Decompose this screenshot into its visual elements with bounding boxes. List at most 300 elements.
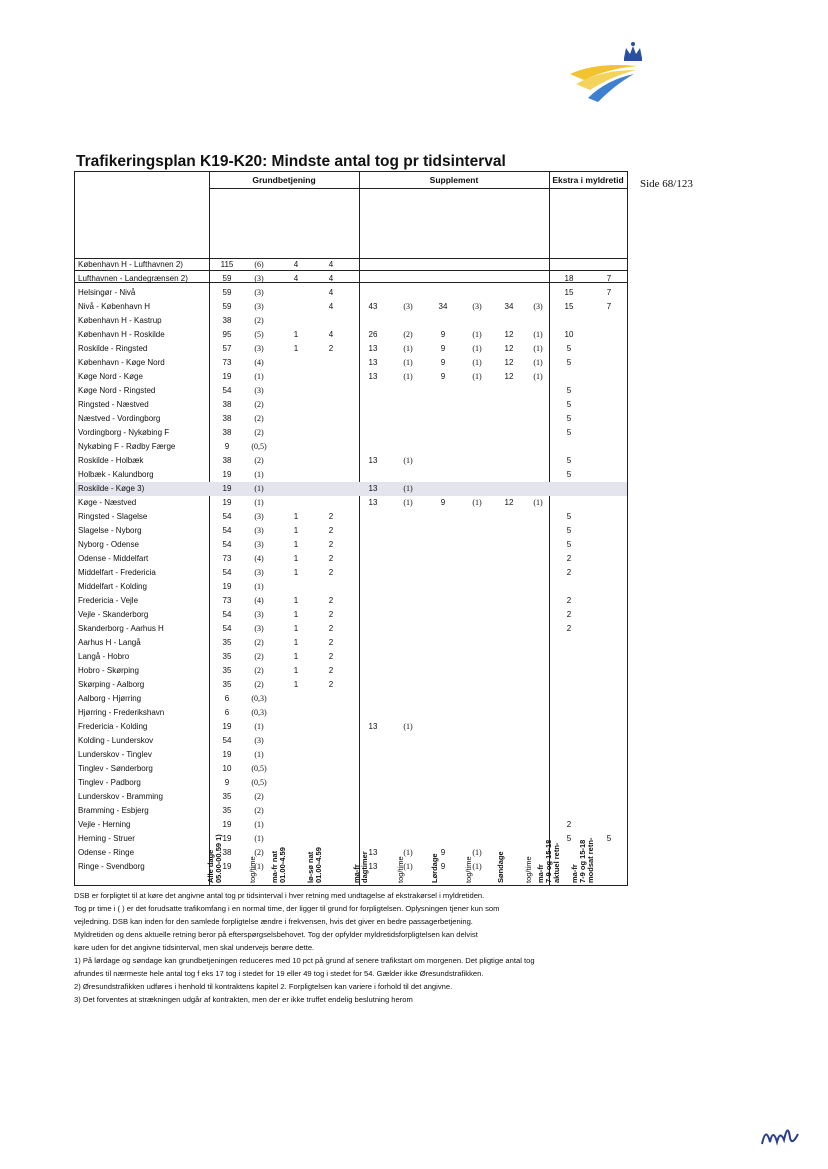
table-row	[75, 580, 627, 594]
table-row	[75, 468, 627, 482]
table-cell: 2	[328, 344, 334, 353]
table-cell: 7	[606, 274, 612, 283]
table-cell: 2	[328, 652, 334, 661]
table-row	[75, 748, 627, 762]
footnote-line: køre uden for det angivne tidsinterval, men skal underv​ejs berøre dette.	[74, 943, 315, 952]
table-cell: (1)	[472, 498, 482, 507]
table-cell: 4	[293, 260, 299, 269]
table-cell: 5	[566, 344, 572, 353]
table-cell: 2	[328, 554, 334, 563]
table-cell: 115	[220, 260, 234, 269]
table-cell: 54	[222, 624, 232, 633]
table-cell: 38	[222, 316, 232, 325]
table-row	[75, 342, 627, 356]
table-cell: 5	[566, 470, 572, 479]
table-row	[75, 860, 627, 874]
table-cell: (1)	[403, 456, 413, 465]
table-row	[75, 314, 627, 328]
table-cell: (3)	[254, 610, 264, 619]
table-cell: 1	[293, 624, 299, 633]
table-cell: 35	[222, 792, 232, 801]
table-cell: (4)	[254, 554, 264, 563]
table-cell: (3)	[254, 302, 264, 311]
table-row	[75, 524, 627, 538]
table-cell: 1	[293, 540, 299, 549]
table-cell: (1)	[254, 484, 264, 493]
table-row	[75, 328, 627, 342]
table-cell: 19	[222, 722, 232, 731]
table-cell: 5	[566, 386, 572, 395]
table-cell: (3)	[533, 302, 543, 311]
table-cell: (2)	[254, 414, 264, 423]
table-cell: 54	[222, 568, 232, 577]
row-section-name: København H - Lufthavnen 2)	[78, 260, 183, 269]
table-cell: 4	[328, 274, 334, 283]
table-cell: (1)	[254, 722, 264, 731]
table-cell: (2)	[254, 652, 264, 661]
table-cell: 2	[566, 568, 572, 577]
table-cell: 7	[606, 288, 612, 297]
table-cell: 26	[368, 330, 378, 339]
table-row	[75, 706, 627, 720]
table-cell: (1)	[403, 722, 413, 731]
table-cell: 13	[368, 372, 378, 381]
table-cell: (4)	[254, 358, 264, 367]
table-cell: 19	[222, 498, 232, 507]
table-cell: 19	[222, 862, 232, 871]
col-header-ma-fr-nat: ma-fr nat 01.00-4.59	[270, 847, 287, 883]
row-section-name: Skanderborg - Aarhus H	[78, 624, 164, 633]
col-header-tog-time: tog/time	[524, 856, 533, 883]
table-row	[75, 804, 627, 818]
table-cell: (1)	[472, 358, 482, 367]
row-section-name: Vejle - Skanderborg	[78, 610, 149, 619]
table-cell: (5)	[254, 330, 264, 339]
table-row	[75, 286, 627, 300]
table-cell: 54	[222, 610, 232, 619]
table-row	[75, 818, 627, 832]
table-row	[75, 398, 627, 412]
table-cell: 5	[606, 834, 612, 843]
table-cell: 5	[566, 428, 572, 437]
table-cell: 2	[566, 554, 572, 563]
table-cell: 9	[440, 862, 446, 871]
table-cell: (3)	[254, 540, 264, 549]
table-row	[75, 300, 627, 314]
footnotes	[74, 889, 634, 1006]
table-cell: 4	[293, 274, 299, 283]
table-row	[75, 412, 627, 426]
table-cell: (1)	[533, 358, 543, 367]
table-cell: 2	[328, 610, 334, 619]
table-cell: 35	[222, 806, 232, 815]
table-cell: 19	[222, 484, 232, 493]
table-cell: 35	[222, 680, 232, 689]
row-section-name: Køge - Næstved	[78, 498, 137, 507]
table-cell: 2	[328, 512, 334, 521]
table-cell: (1)	[533, 498, 543, 507]
table-cell: 38	[222, 400, 232, 409]
col-header-tog-time: tog/time	[248, 856, 257, 883]
table-cell: (1)	[403, 344, 413, 353]
table-cell: 13	[368, 848, 378, 857]
table-cell: 4	[328, 330, 334, 339]
table-cell: (3)	[472, 302, 482, 311]
table-cell: (1)	[403, 498, 413, 507]
row-section-name: København H - Roskilde	[78, 330, 165, 339]
row-section-name: Herning - Struer	[78, 834, 135, 843]
row-section-name: Vordingborg - Nykøbing F	[78, 428, 170, 437]
table-cell: (1)	[254, 750, 264, 759]
table-cell: 1	[293, 344, 299, 353]
table-cell: 12	[504, 344, 514, 353]
row-section-name: Næstved - Vordingborg	[78, 414, 161, 423]
row-section-name: Ringsted - Slagelse	[78, 512, 148, 521]
table-cell: (3)	[254, 274, 264, 283]
footnote-line: 2) Øresundstrafikken udføres i henhold til kontraktens kapitel 2. Forpligtelsen kan variere i forhold til det angivne.	[74, 982, 453, 991]
table-cell: (3)	[403, 302, 413, 311]
table-cell: 34	[504, 302, 514, 311]
page-number: Side 68/123	[640, 178, 693, 190]
table-cell: 5	[566, 834, 572, 843]
table-cell: 35	[222, 652, 232, 661]
table-cell: 15	[564, 288, 574, 297]
table-row	[75, 790, 627, 804]
table-cell: 59	[222, 274, 232, 283]
table-cell: 38	[222, 428, 232, 437]
table-cell: (1)	[403, 372, 413, 381]
table-row	[75, 566, 627, 580]
table-row	[75, 622, 627, 636]
table-row	[75, 762, 627, 776]
row-section-name: Skørping - Aalborg	[78, 680, 145, 689]
table-row	[75, 272, 627, 286]
table-cell: 54	[222, 512, 232, 521]
table-cell: 19	[222, 834, 232, 843]
table-cell: 5	[566, 456, 572, 465]
table-cell: 13	[368, 344, 378, 353]
table-cell: 35	[222, 638, 232, 647]
page-title: Trafikeringsplan K19-K20: Mindste antal tog pr tidsinterval	[76, 153, 506, 170]
col-header-ma-fr-dagtimer: ma-fr dagtimer	[352, 851, 369, 883]
row-section-name: Vejle - Herning	[78, 820, 131, 829]
table-row	[75, 454, 627, 468]
col-header-aktuel-retning: ma-fr 7-9 og 15-18 aktuel retn-	[536, 839, 561, 883]
table-cell: 54	[222, 540, 232, 549]
table-cell: 2	[566, 624, 572, 633]
table-cell: 10	[564, 330, 574, 339]
row-section-name: Roskilde - Ringsted	[78, 344, 148, 353]
row-section-name: Tinglev - Padborg	[78, 778, 141, 787]
table-cell: 95	[222, 330, 232, 339]
table-cell: 19	[222, 372, 232, 381]
table-cell: (1)	[254, 582, 264, 591]
table-cell: 13	[368, 484, 378, 493]
table-cell: 12	[504, 498, 514, 507]
table-row	[75, 734, 627, 748]
table-cell: (1)	[254, 862, 264, 871]
table-cell: 1	[293, 596, 299, 605]
table-cell: (1)	[472, 848, 482, 857]
table-cell: (1)	[403, 358, 413, 367]
table-cell: 2	[566, 820, 572, 829]
col-header-lordage: Lørdage	[430, 853, 439, 883]
row-section-name: Køge Nord - Køge	[78, 372, 143, 381]
table-cell: (0,3)	[251, 694, 267, 703]
table-cell: 4	[328, 288, 334, 297]
table-cell: (1)	[403, 848, 413, 857]
col-header-alle-dage: Alle dage 05.00-00.59 1)	[206, 834, 223, 883]
table-cell: 57	[222, 344, 232, 353]
table-cell: 15	[564, 302, 574, 311]
table-cell: 19	[222, 470, 232, 479]
row-section-name: Bramming - Esbjerg	[78, 806, 149, 815]
table-cell: (2)	[254, 806, 264, 815]
table-row	[75, 370, 627, 384]
row-section-name: Middelfart - Fredericia	[78, 568, 156, 577]
crown-icon	[624, 42, 642, 61]
table-cell: 10	[222, 764, 232, 773]
table-cell: 2	[328, 624, 334, 633]
col-header-lo-so-nat: lø-sø nat 01.00-4.59	[306, 847, 323, 883]
table-cell: (1)	[254, 820, 264, 829]
row-section-name: Kolding - Lunderskov	[78, 736, 154, 745]
table-cell: 13	[368, 498, 378, 507]
row-section-name: København H - Kastrup	[78, 316, 162, 325]
signature-initials	[760, 1118, 804, 1154]
table-cell: 4	[328, 260, 334, 269]
table-cell: (1)	[472, 372, 482, 381]
table-row	[75, 720, 627, 734]
footnote-line: Tog pr time i ( ) er det forudsatte trafikomfang i en normal time, der ligger til grund for forpligtelsen. Oplysningen tjener kun som	[74, 904, 500, 913]
table-cell: (1)	[254, 498, 264, 507]
row-section-name: Roskilde - Holbæk	[78, 456, 144, 465]
table-cell: 9	[440, 498, 446, 507]
trafikeringsplan-table	[74, 171, 628, 886]
table-row	[75, 440, 627, 454]
table-cell: 1	[293, 512, 299, 521]
row-section-name: Odense - Ringe	[78, 848, 135, 857]
table-cell: (2)	[254, 848, 264, 857]
table-cell: (0,5)	[251, 778, 267, 787]
footnote-line: afrundes til nærmeste hele antal tog f eks 17 tog i stedet for 19 eller 49 tog i stedet for 54. Gælder ikke Øresundstrafikken.	[74, 969, 484, 978]
table-cell: 1	[293, 330, 299, 339]
table-cell: (2)	[254, 792, 264, 801]
table-row	[75, 496, 627, 510]
table-cell: 2	[566, 610, 572, 619]
table-cell: 9	[440, 372, 446, 381]
table-cell: (1)	[254, 470, 264, 479]
row-section-name: Langå - Hobro	[78, 652, 130, 661]
row-section-name: Slagelse - Nyborg	[78, 526, 142, 535]
table-cell: (1)	[254, 834, 264, 843]
group-header-supplement: Supplement	[429, 175, 479, 185]
table-cell: 1	[293, 680, 299, 689]
table-row	[75, 594, 627, 608]
table-cell: (2)	[254, 456, 264, 465]
table-cell: (1)	[472, 344, 482, 353]
table-row	[75, 384, 627, 398]
table-row	[75, 776, 627, 790]
table-cell: 73	[222, 554, 232, 563]
table-cell: 43	[368, 302, 378, 311]
table-cell: 2	[328, 540, 334, 549]
table-row	[75, 426, 627, 440]
group-header-grundbetjening: Grundbetjening	[252, 175, 316, 185]
footnote-line: 1) På lørdage og søndage kan grundbetjeningen reduceres med 10 pct på grund af senere trafikstart om morgenen. Det pligtige antal tog	[74, 956, 535, 965]
row-section-name: Aalborg - Hjørring	[78, 694, 142, 703]
table-cell: 54	[222, 386, 232, 395]
table-row	[75, 608, 627, 622]
row-section-name: Roskilde - Køge 3)	[78, 484, 145, 493]
table-cell: 59	[222, 302, 232, 311]
table-row	[75, 636, 627, 650]
table-cell: 1	[293, 526, 299, 535]
table-cell: 38	[222, 414, 232, 423]
table-row	[75, 510, 627, 524]
table-cell: (3)	[254, 624, 264, 633]
table-cell: 13	[368, 456, 378, 465]
table-row	[75, 846, 627, 860]
row-section-name: Helsingør - Nivå	[78, 288, 136, 297]
col-header-tog-time: tog/time	[396, 856, 405, 883]
table-cell: 13	[368, 722, 378, 731]
table-row	[75, 678, 627, 692]
table-cell: 5	[566, 400, 572, 409]
table-cell: 54	[222, 526, 232, 535]
table-cell: (4)	[254, 596, 264, 605]
table-cell: 13	[368, 862, 378, 871]
table-cell: 6	[224, 708, 230, 717]
table-cell: (2)	[254, 638, 264, 647]
table-cell: (3)	[254, 736, 264, 745]
table-cell: 73	[222, 596, 232, 605]
table-cell: 9	[440, 358, 446, 367]
table-cell: 2	[328, 596, 334, 605]
row-section-name: Lunderskov - Tinglev	[78, 750, 152, 759]
footnote-line: Myldretiden og dens aktuelle retning beror på efterspørgselsbehovet. Tog der opfylder myldretidsforpligtelsen kan delvist	[74, 930, 478, 939]
table-cell: (6)	[254, 260, 264, 269]
table-cell: (3)	[254, 512, 264, 521]
table-row	[75, 258, 627, 272]
row-section-name: Odense - Middelfart	[78, 554, 149, 563]
row-section-name: Ringe - Svendborg	[78, 862, 145, 871]
table-cell: (1)	[533, 330, 543, 339]
row-section-name: Køge Nord - Ringsted	[78, 386, 156, 395]
table-row	[75, 650, 627, 664]
table-cell: 38	[222, 456, 232, 465]
row-section-name: Middelfart - Kolding	[78, 582, 147, 591]
table-cell: 19	[222, 582, 232, 591]
table-cell: 18	[564, 274, 574, 283]
logo-crown-icon	[566, 40, 650, 102]
table-cell: (1)	[403, 862, 413, 871]
table-cell: 1	[293, 638, 299, 647]
table-cell: 5	[566, 512, 572, 521]
table-row	[75, 664, 627, 678]
table-row	[75, 538, 627, 552]
table-cell: 54	[222, 736, 232, 745]
table-cell: (2)	[254, 428, 264, 437]
table-cell: (3)	[254, 568, 264, 577]
table-cell: 34	[438, 302, 448, 311]
table-cell: (2)	[254, 666, 264, 675]
table-cell: 9	[224, 778, 230, 787]
table-cell: 1	[293, 666, 299, 675]
table-cell: 9	[440, 848, 446, 857]
table-cell: 12	[504, 358, 514, 367]
table-cell: 19	[222, 750, 232, 759]
row-section-name: Ringsted - Næstved	[78, 400, 149, 409]
row-section-name: Nyborg - Odense	[78, 540, 139, 549]
table-cell: 6	[224, 694, 230, 703]
table-cell: 2	[328, 526, 334, 535]
row-section-name: Fredericia - Vejle	[78, 596, 139, 605]
row-section-name: Nivå - København H	[78, 302, 151, 311]
table-cell: (0,5)	[251, 442, 267, 451]
table-cell: 5	[566, 414, 572, 423]
table-cell: 12	[504, 330, 514, 339]
row-section-name: Hjørring - Frederikshavn	[78, 708, 165, 717]
table-cell: 5	[566, 358, 572, 367]
table-cell: 9	[224, 442, 230, 451]
table-cell: 12	[504, 372, 514, 381]
row-section-name: Tinglev - Sønderborg	[78, 764, 153, 773]
footnote-line: 3) Det forventes at strækningen udgår af kontrakten, men der er ikke truffet endelig beslutning herom	[74, 995, 413, 1004]
row-section-name: Aarhus H - Langå	[78, 638, 141, 647]
table-cell: 2	[328, 638, 334, 647]
table-cell: 73	[222, 358, 232, 367]
table-cell: 35	[222, 666, 232, 675]
table-cell: 9	[440, 344, 446, 353]
table-row	[75, 692, 627, 706]
footnote-line: vejledning. DSB kan inden for den samlede forpligtelse ændre i frekvensen, hvis det giver en bedre passagerbetjening.	[74, 917, 473, 926]
table-row	[75, 832, 627, 846]
table-cell: (1)	[403, 484, 413, 493]
table-cell: 1	[293, 610, 299, 619]
table-row	[75, 482, 627, 496]
table-cell: (2)	[403, 330, 413, 339]
row-section-name: København - Køge Nord	[78, 358, 165, 367]
col-header-tog-time: tog/time	[464, 856, 473, 883]
table-cell: 2	[328, 680, 334, 689]
table-cell: (1)	[254, 372, 264, 381]
table-cell: 59	[222, 288, 232, 297]
table-cell: (1)	[533, 372, 543, 381]
table-cell: (1)	[533, 344, 543, 353]
table-cell: 2	[328, 568, 334, 577]
table-cell: (1)	[472, 330, 482, 339]
col-header-modsat-retning: ma-fr 7-9 og 15-18 modsat retn-	[570, 837, 595, 883]
table-row	[75, 356, 627, 370]
table-cell: (3)	[254, 526, 264, 535]
col-header-sondage: Søndage	[496, 851, 505, 883]
table-cell: (0,3)	[251, 708, 267, 717]
table-cell: (1)	[472, 862, 482, 871]
table-cell: (2)	[254, 316, 264, 325]
row-section-name: Lunderskov - Bramming	[78, 792, 163, 801]
table-cell: 38	[222, 848, 232, 857]
table-cell: 13	[368, 358, 378, 367]
table-cell: (0,5)	[251, 764, 267, 773]
table-cell: 9	[440, 330, 446, 339]
table-cell: (2)	[254, 400, 264, 409]
table-cell: (3)	[254, 288, 264, 297]
group-header-ekstra: Ekstra i myldretid	[552, 175, 624, 185]
table-cell: 19	[222, 820, 232, 829]
row-section-name: Fredericia - Kolding	[78, 722, 148, 731]
table-cell: 5	[566, 540, 572, 549]
